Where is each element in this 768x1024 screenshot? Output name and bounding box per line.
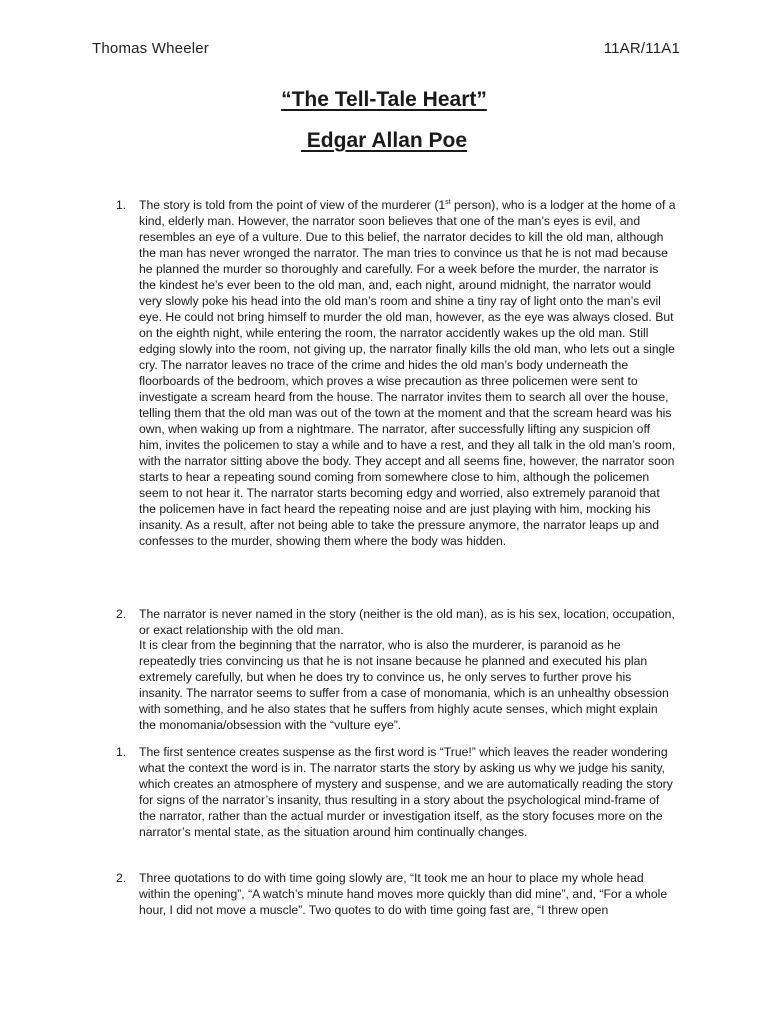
list-item-paragraph: Three quotations to do with time going slowly are, “It took me an hour to place my whole head within the opening”, “A watch’s minute hand moves more quickly than did mine”, and, “For a whole hour, I did not move a muscle”. Two quotes to do with time going fast are, “I threw open: [139, 871, 668, 917]
list-item-number: 1.: [116, 745, 127, 759]
list-item-paragraph: The narrator is never named in the story (neither is the old man), as is his sex, location, occupation, or exact relationship with the old man.: [139, 607, 675, 637]
document-author: Edgar Allan Poe: [300, 129, 468, 152]
page-header: [92, 40, 680, 57]
document-title: “The Tell-Tale Heart”: [281, 88, 487, 111]
list-item-number: 2.: [116, 607, 127, 621]
list-item-text: [139, 870, 676, 918]
list-item: [116, 197, 676, 549]
list-item-text: [139, 197, 676, 549]
list-item-paragraph: It is clear from the beginning that the narrator, who is also the murderer, is paranoid as he repeatedly tries convincing us that he is not insane because he planned and executed his plan extremely carefully, but when he does try to convince us, he only serves to further prove his insanity. The narrator seems to suffer from a case of monomania, which is an unhealthy obsession with something, and he also states that he suffers from highly acute senses, which might explain the monomania/obsession with the “vulture eye”.: [139, 638, 669, 732]
list-item: [116, 744, 676, 840]
superscript-ordinal: st: [445, 198, 451, 206]
list-item-text-part: person), who is a lodger at the home of a kind, elderly man. However, the narrator soon believes that one of the man’s eyes is evil, and resembles an eye of a vulture. Due to this belief, the narrator decides to kill the old man, although the man has never wronged the narrator. The man tries to convince us that he is not mad because he planned the murder so thoroughly and carefully. For a week before the murder, the narrator is the kindest he’s ever been to the old man, and, each night, around midnight, the narrator would very slowly poke his head into the old man’s room and shine a tiny ray of light onto the man’s evil eye. He could not bring himself to murder the old man, however, as the eye was always closed. But on the eighth night, while entering the room, the narrator accidently wakes up the old man. Still edging slowly into the room, not giving up, the narrator finally kills the old man, who lets out a single cry. The narrator leaves no trace of the crime and hides the old man’s body underneath the floorboards of the bedroom, which proves a wise precaution as three policemen were sent to investigate a scream heard from the house. The narrator invites them to search all over the house, telling them that the old man was out of the town at the moment and that the scream heard was his own, when waking up from a nightmare. The narrator, after successfully lifting any suspicion off him, invites the policemen to stay a while and to have a rest, and they all talk in the old man’s room, with the narrator sitting above the body. They accept and all seems fine, however, the narrator soon starts to hear a repeating sound coming from somewhere close to him, although the policemen seem to not hear it. The narrator starts becoming edgy and worried, also extremely paranoid that the policemen have in fact heard the repeating noise and are just playing with him, mocking his insanity. As a result, after not being able to take the pressure anymore, the narrator leaps up and confesses to the murder, showing them where the body was hidden.: [139, 198, 676, 548]
list-item: [116, 606, 676, 733]
list-item-paragraph: The first sentence creates suspense as the first word is “True!” which leaves the reader wondering what the context the word is in. The narrator starts the story by asking us why we judge his sanity, which creates an atmosphere of mystery and suspense, and we are automatically reading the story for signs of the narrator’s insanity, thus resulting in a story about the psychological mind-frame of the narrator, rather than the actual murder or investigation itself, as the story focuses more on the narrator’s mental state, as the situation around him continually changes.: [139, 745, 673, 839]
header-author-name: Thomas Wheeler: [92, 40, 210, 57]
list-item-number: 2.: [116, 871, 127, 885]
list-item-number: 1.: [116, 198, 127, 212]
header-class-code: 11AR/11A1: [603, 40, 680, 57]
list-item-text: [139, 606, 676, 733]
list-item-text-part: The story is told from the point of view of the murderer (1: [139, 198, 446, 212]
list-item: [116, 870, 676, 918]
list-item-text: [139, 744, 676, 840]
